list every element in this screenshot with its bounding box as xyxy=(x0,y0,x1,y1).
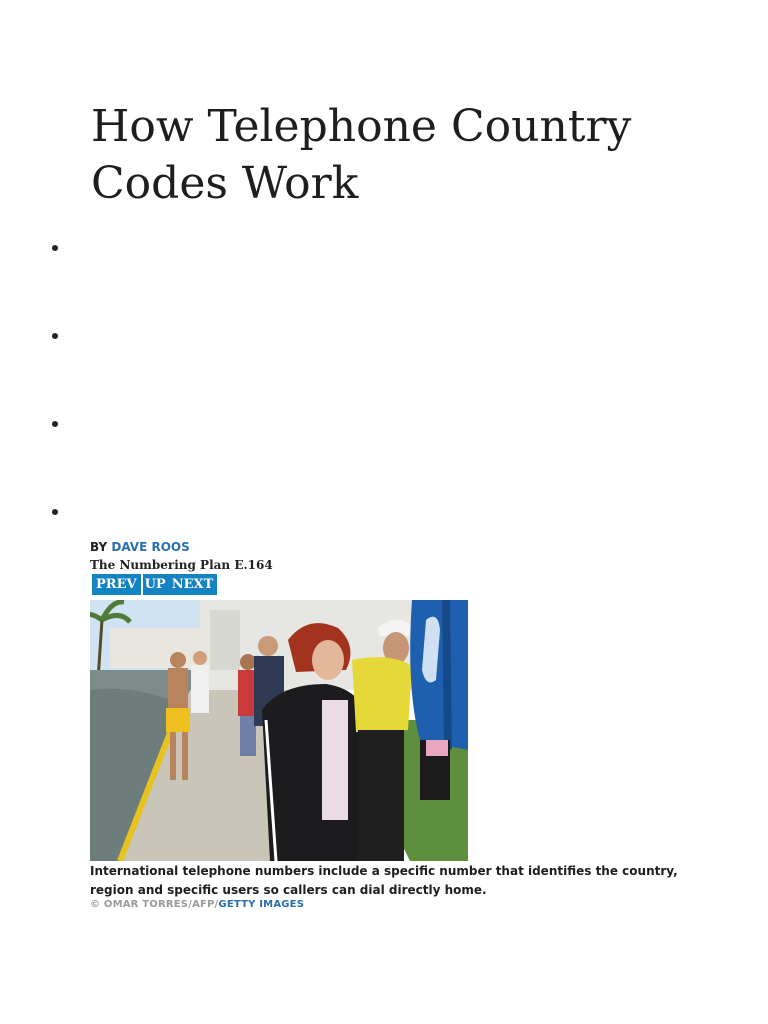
page-nav xyxy=(92,574,217,595)
photo-caption: International telephone numbers include a specific number that identifies the country, region and specific users so callers can dial directly home. xyxy=(90,864,678,897)
credit-prefix: © OMAR TORRES/AFP/ xyxy=(90,899,219,910)
byline xyxy=(90,540,190,554)
photo-credit xyxy=(90,899,304,910)
credit-link[interactable]: GETTY IMAGES xyxy=(218,899,305,910)
list-bullet xyxy=(52,333,58,339)
author-link[interactable]: DAVE ROOS xyxy=(111,540,190,554)
list-bullet xyxy=(52,245,58,251)
article-photo xyxy=(90,600,468,861)
title-line-2: Codes Work xyxy=(91,158,359,209)
next-button[interactable]: NEXT xyxy=(168,574,218,595)
article-title xyxy=(91,98,651,212)
up-button[interactable]: UP xyxy=(143,574,168,595)
byline-prefix: BY xyxy=(90,540,108,554)
list-bullet xyxy=(52,509,58,515)
list-bullet xyxy=(52,421,58,427)
photo-illustration xyxy=(90,600,468,861)
title-line-1: How Telephone Country xyxy=(91,101,632,152)
prev-button[interactable]: PREV xyxy=(92,574,141,595)
section-subhead: The Numbering Plan E.164 xyxy=(90,558,273,572)
